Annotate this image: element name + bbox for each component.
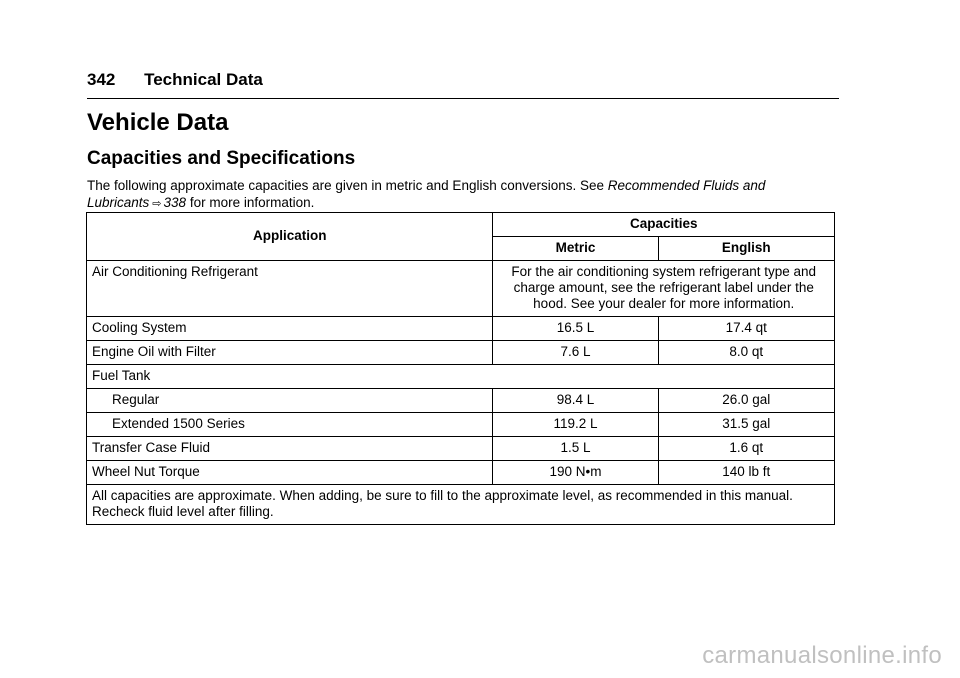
- row-english: 140 lb ft: [658, 461, 834, 485]
- intro-text: The following approximate capacities are given in metric and English conversions. See: [87, 178, 605, 193]
- row-metric: 7.6 L: [493, 341, 658, 365]
- page-number: 342: [87, 70, 116, 89]
- intro-text-end: for more information.: [189, 195, 315, 210]
- table-row: [87, 389, 835, 413]
- row-metric: 190 N•m: [493, 461, 658, 485]
- fluids-reference-link[interactable]: Recommended Fluids and Lubricants: [87, 178, 766, 210]
- row-application: Wheel Nut Torque: [87, 461, 493, 485]
- header-divider: [87, 98, 839, 99]
- header-english: English: [658, 237, 834, 261]
- row-application: Transfer Case Fluid: [87, 437, 493, 461]
- page-header: [87, 70, 263, 90]
- refrigerant-note: For the air conditioning system refrigerant type and charge amount, see the refrigerant label under the hood. See your dealer for more information.: [493, 261, 835, 317]
- intro-paragraph: [87, 177, 839, 213]
- page-reference-number[interactable]: 338: [163, 195, 187, 210]
- row-application: Engine Oil with Filter: [87, 341, 493, 365]
- table-row: [87, 365, 835, 389]
- row-metric: 119.2 L: [493, 413, 658, 437]
- section-heading: Capacities and Specifications: [87, 148, 356, 169]
- row-english: 1.6 qt: [658, 437, 834, 461]
- page-title: Vehicle Data: [87, 109, 229, 136]
- fuel-tank-label: Fuel Tank: [87, 365, 835, 389]
- header-application: Application: [87, 213, 493, 261]
- table-footnote-row: [87, 485, 835, 525]
- table-row: [87, 437, 835, 461]
- row-metric: 16.5 L: [493, 317, 658, 341]
- header-capacities: Capacities: [493, 213, 835, 237]
- row-application: Air Conditioning Refrigerant: [87, 261, 493, 317]
- table-row: [87, 261, 835, 317]
- table-row: [87, 341, 835, 365]
- table-header-row: [87, 213, 835, 237]
- table-row: [87, 413, 835, 437]
- row-metric: 1.5 L: [493, 437, 658, 461]
- row-english: 8.0 qt: [658, 341, 834, 365]
- table-row: [87, 317, 835, 341]
- row-english: 17.4 qt: [658, 317, 834, 341]
- row-metric: 98.4 L: [493, 389, 658, 413]
- row-application: Cooling System: [87, 317, 493, 341]
- table-row: [87, 461, 835, 485]
- watermark: carmanualsonline.info: [702, 642, 942, 669]
- row-application: Extended 1500 Series: [87, 413, 493, 437]
- row-english: 31.5 gal: [658, 413, 834, 437]
- section-title: Technical Data: [144, 70, 263, 89]
- table-footnote: All capacities are approximate. When adding, be sure to fill to the approximate level, as recommended in this manual. Recheck fluid level after filling.: [87, 485, 835, 525]
- capacities-table: [86, 212, 835, 525]
- row-application: Regular: [87, 389, 493, 413]
- row-english: 26.0 gal: [658, 389, 834, 413]
- header-metric: Metric: [493, 237, 658, 261]
- page-reference-arrow-icon: ⇨: [152, 198, 162, 210]
